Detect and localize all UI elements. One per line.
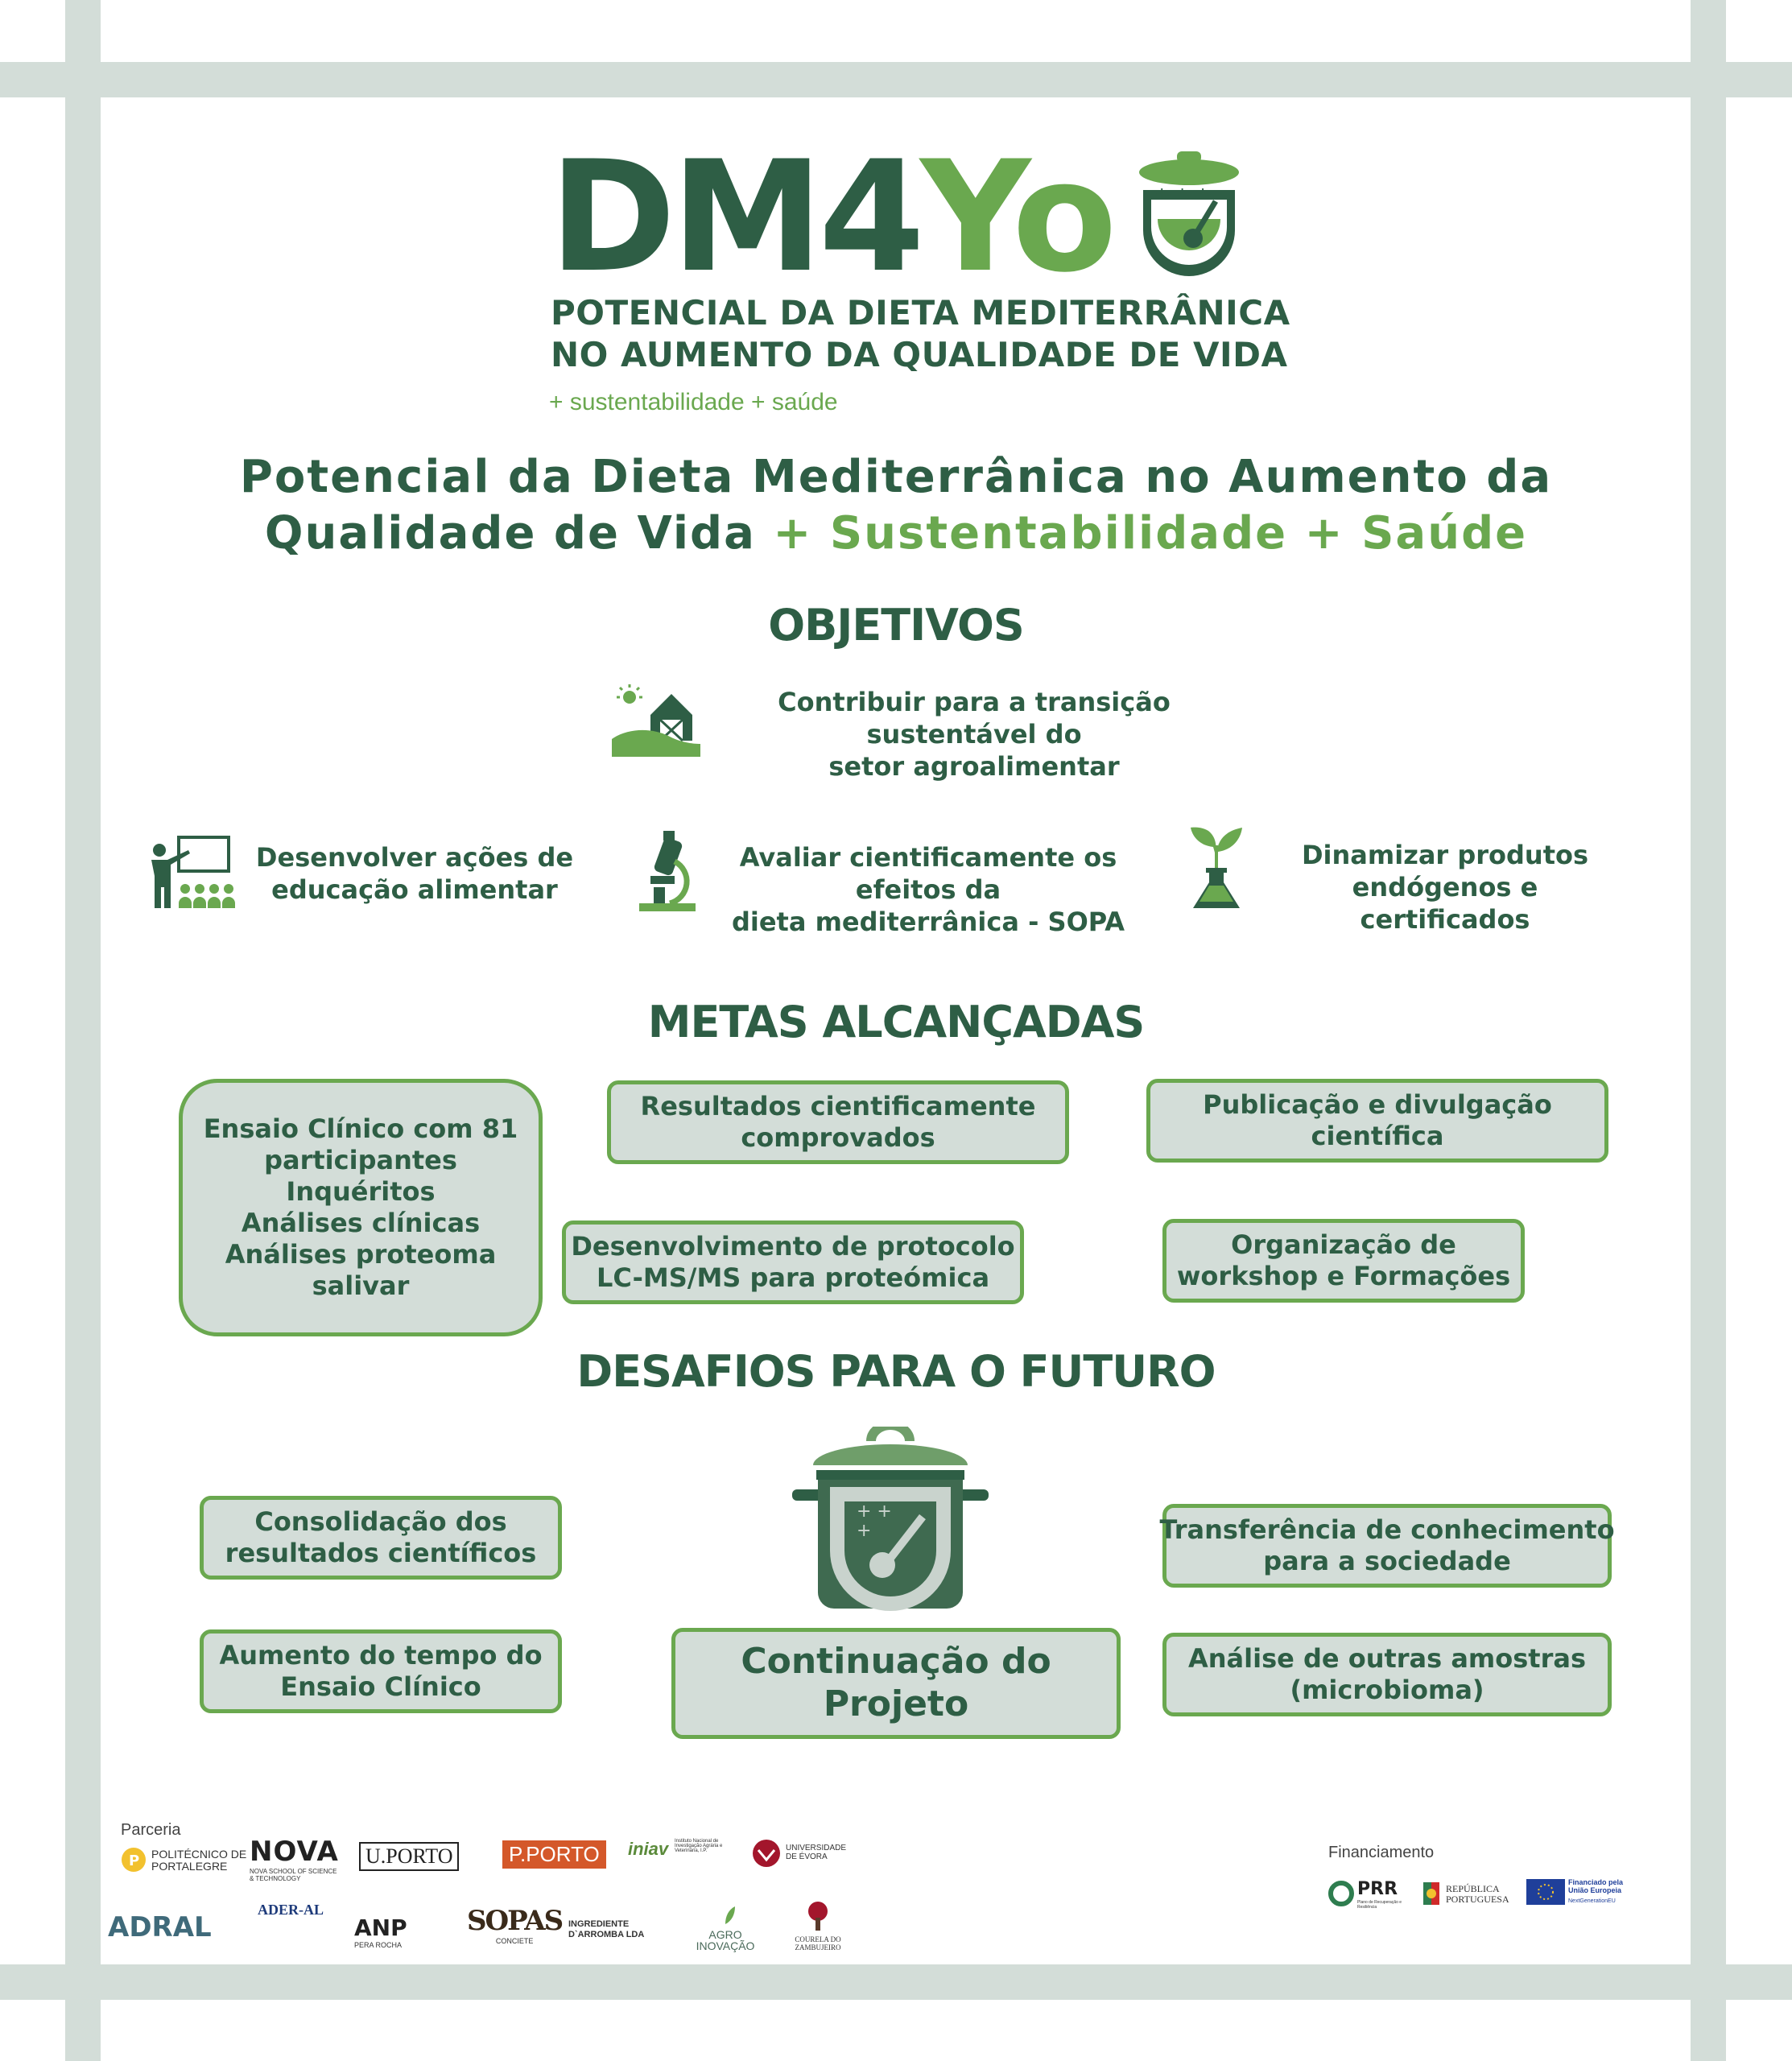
frame-top	[0, 62, 1792, 97]
logo-wordmark	[549, 128, 1113, 306]
desafio-aumento: Aumento do tempo do Ensaio Clínico	[200, 1629, 562, 1713]
frame-bottom	[0, 1964, 1792, 2000]
meta-protocolo: Desenvolvimento de protocolo LC-MS/MS para proteómica	[562, 1220, 1024, 1304]
logo-ader-al: ADER-AL	[258, 1902, 324, 1918]
teacher-icon	[150, 836, 237, 910]
logo-tagline-2: NO AUMENTO DA QUALIDADE DE VIDA	[551, 335, 1288, 374]
meta-workshop: Organização de workshop e Formações	[1162, 1219, 1525, 1303]
title-line-1: Potencial da Dieta Mediterrânica no Aumento da	[239, 451, 1553, 503]
objetivos-heading: OBJETIVOS	[768, 600, 1024, 651]
logo-word-light: Yo	[920, 128, 1113, 306]
soup-pot-logo-icon	[1137, 151, 1241, 280]
soup-pot-icon	[792, 1427, 989, 1612]
logo-iniav: iniav Instituto Nacional de Investigação Agrária e Veterinária, I.P.	[628, 1839, 723, 1859]
title-line-2-green: + Sustentabilidade + Saúde	[773, 507, 1528, 560]
logo-word-dark: DM4	[549, 128, 920, 306]
portugal-flag-icon	[1420, 1881, 1443, 1906]
title-line-2	[171, 506, 1621, 562]
prr-icon	[1328, 1881, 1354, 1906]
objetivo-dinamizar: Dinamizar produtos endógenos e certificados	[1301, 840, 1589, 935]
objetivo-transicao: Contribuir para a transição sustentável do setor agroalimentar	[778, 687, 1171, 782]
eu-flag-icon	[1526, 1879, 1565, 1905]
frame-left	[65, 0, 101, 2061]
frame-right	[1691, 0, 1726, 2061]
svg-text:+: +	[857, 1521, 872, 1541]
svg-text:+ + +: + + +	[1154, 184, 1211, 204]
page-title	[171, 449, 1621, 562]
logo-adral: ADRAL	[108, 1911, 212, 1943]
logo-pporto: P.PORTO	[502, 1840, 606, 1869]
svg-text:+ +: + +	[857, 1501, 892, 1522]
logo-nova: NOVA NOVA SCHOOL OF SCIENCE & TECHNOLOGY	[250, 1836, 339, 1882]
parceria-label: Parceria	[121, 1821, 181, 1839]
objetivo-avaliar: Avaliar cientificamente os efeitos da dieta mediterrânica - SOPA	[731, 842, 1125, 937]
logo-agro-inovacao: AGRO INOVAÇÃO	[689, 1905, 762, 1952]
desafios-heading: DESAFIOS PARA O FUTURO	[576, 1346, 1216, 1397]
svg-text:P: P	[129, 1852, 140, 1869]
farm-barn-icon	[612, 683, 700, 757]
meta-ensaio-clinico: Ensaio Clínico com 81 participantes Inquéritos Análises clínicas Análises proteoma salivar	[179, 1079, 543, 1336]
desafio-analise: Análise de outras amostras (microbioma)	[1162, 1633, 1612, 1716]
politecnico-icon	[121, 1847, 147, 1873]
evora-icon	[752, 1839, 781, 1868]
logo-anp: ANP PERA ROCHA	[354, 1914, 407, 1949]
logo-politecnico-portalegre: P POLITÉCNICO DE PORTALEGRE	[121, 1847, 242, 1877]
desafio-consolidacao: Consolidação dos resultados científicos	[200, 1496, 562, 1580]
desafio-continuacao: Continuação do Projeto	[671, 1628, 1121, 1739]
logo-uporto: U.PORTO	[359, 1842, 459, 1871]
logo-courela-zambujeiro: COURELA DO ZAMBUJEIRO	[786, 1900, 850, 1952]
microscope-icon	[638, 829, 697, 913]
meta-resultados: Resultados cientificamente comprovados	[607, 1080, 1069, 1164]
logo-subline: + sustentabilidade + saúde	[549, 389, 838, 415]
meta-publicacao: Publicação e divulgação científica	[1146, 1079, 1608, 1163]
tree-icon	[802, 1900, 834, 1932]
metas-heading: METAS ALCANÇADAS	[647, 997, 1145, 1047]
financiamento-label: Financiamento	[1328, 1844, 1435, 1861]
objetivo-educacao: Desenvolver ações de educação alimentar	[255, 842, 574, 905]
logo-tagline-1: POTENCIAL DA DIETA MEDITERRÂNICA	[551, 293, 1290, 332]
desafio-transferencia: Transferência de conhecimento para a sociedade	[1162, 1504, 1612, 1588]
agro-leaf-icon	[715, 1905, 736, 1926]
logo-sopas: SOPAS CONCIETE	[467, 1905, 563, 1945]
title-line-2-dark: Qualidade de Vida	[264, 507, 756, 560]
logo-ingrediente-arromba: INGREDIENTE D`ARROMBA LDA	[568, 1919, 645, 1940]
